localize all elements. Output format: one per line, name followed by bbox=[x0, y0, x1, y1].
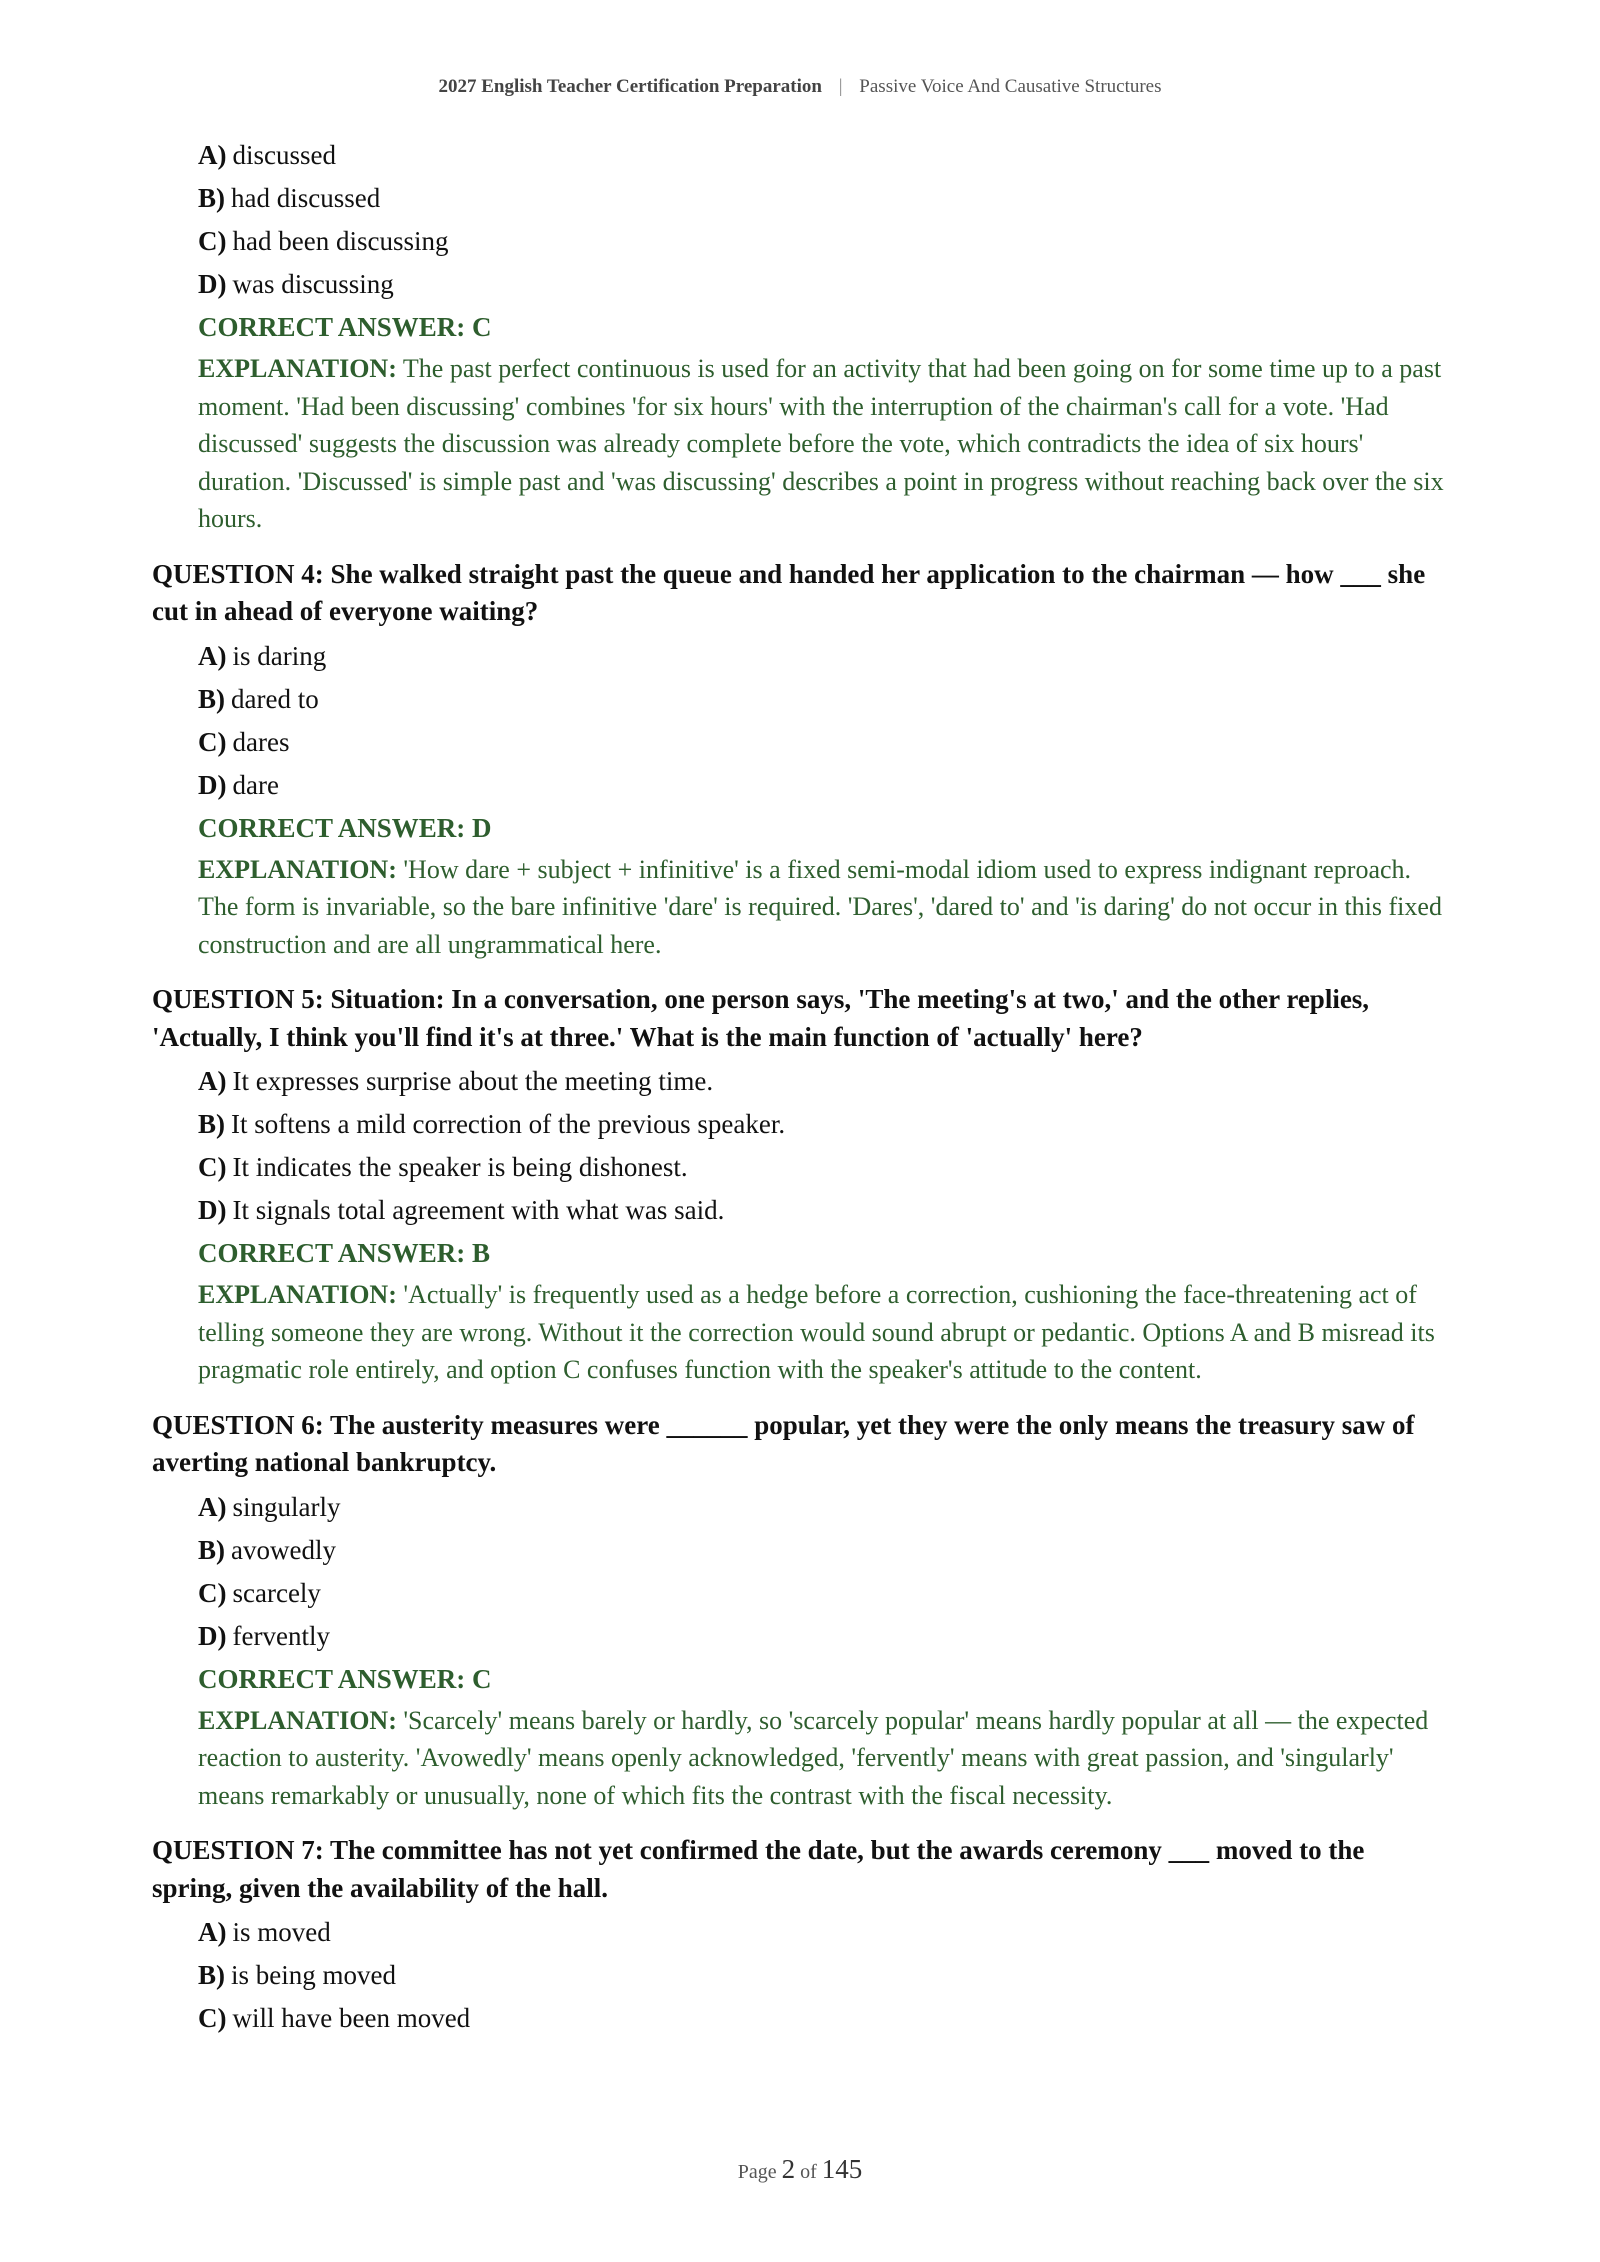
option-text: scarcely bbox=[232, 1577, 321, 1608]
option-text: had been discussing bbox=[232, 226, 449, 256]
option-c bbox=[198, 1146, 1448, 1189]
explanation-label: EXPLANATION: bbox=[198, 354, 397, 383]
option-text: is daring bbox=[232, 640, 327, 671]
explanation bbox=[198, 851, 1448, 964]
option-letter: C) bbox=[198, 1152, 227, 1182]
option-b bbox=[198, 1529, 1448, 1572]
document-title: 2027 English Teacher Certification Preparation bbox=[438, 76, 822, 97]
question-block-5 bbox=[152, 981, 1448, 1389]
page-footer bbox=[0, 2154, 1600, 2185]
question-prompt: QUESTION 5: Situation: In a conversation, one person says, 'The meeting's at two,' and the other replies, 'Actually, I think you'll find it's at three.' What is the main function of 'actually' here? bbox=[152, 984, 1370, 1052]
option-a bbox=[198, 1486, 1448, 1529]
option-letter: B) bbox=[198, 1109, 225, 1139]
question-block-3 bbox=[152, 134, 1448, 538]
question-block-7 bbox=[152, 1832, 1448, 2040]
explanation bbox=[198, 1276, 1448, 1389]
option-text: was discussing bbox=[232, 269, 394, 299]
option-text: dared to bbox=[231, 683, 319, 714]
option-letter: B) bbox=[198, 1534, 225, 1565]
question-block-4 bbox=[152, 556, 1448, 964]
option-b bbox=[198, 177, 1448, 220]
option-d bbox=[198, 1615, 1448, 1658]
option-letter: A) bbox=[198, 640, 227, 671]
explanation-label: EXPLANATION: bbox=[198, 854, 397, 884]
option-a bbox=[198, 134, 1448, 177]
option-letter: A) bbox=[198, 1491, 227, 1522]
of-word: of bbox=[800, 2161, 817, 2183]
question-prompt: QUESTION 4: She walked straight past the queue and handed her application to the chairman — how ___ she cut in ahead of everyone waiting? bbox=[152, 558, 1426, 626]
option-text: will have been moved bbox=[232, 2003, 471, 2033]
explanation-label: EXPLANATION: bbox=[198, 1705, 397, 1735]
question-prompt: QUESTION 7: The committee has not yet confirmed the date, but the awards ceremony ___ moved to the spring, given the availability of the hall. bbox=[152, 1835, 1365, 1903]
option-a bbox=[198, 1060, 1448, 1103]
option-text: It signals total agreement with what was said. bbox=[232, 1195, 725, 1225]
option-letter: B) bbox=[198, 183, 225, 213]
option-text: It indicates the speaker is being dishonest. bbox=[232, 1152, 688, 1182]
explanation-text: 'Actually' is frequently used as a hedge before a correction, cushioning the face-threatening act of telling someone they are wrong. Without it the correction would sound abrupt or pedantic. Options A and B misread its pragmatic role entirely, and option C confuses function with the speaker's attitude to the content. bbox=[198, 1280, 1435, 1384]
page-content bbox=[152, 134, 1448, 2040]
option-letter: C) bbox=[198, 226, 227, 256]
option-a bbox=[198, 635, 1448, 678]
page-word: Page bbox=[737, 2161, 777, 2183]
option-text: avowedly bbox=[231, 1534, 336, 1565]
option-text: had discussed bbox=[231, 183, 381, 213]
option-letter: B) bbox=[198, 1960, 225, 1990]
option-text: It expresses surprise about the meeting time. bbox=[232, 1066, 714, 1096]
option-letter: A) bbox=[198, 140, 227, 170]
explanation-label: EXPLANATION: bbox=[198, 1280, 397, 1309]
option-letter: D) bbox=[198, 269, 227, 299]
page-header bbox=[0, 76, 1600, 98]
option-b bbox=[198, 678, 1448, 721]
header-separator: | bbox=[838, 76, 843, 97]
correct-answer: CORRECT ANSWER: B bbox=[198, 1238, 491, 1268]
option-letter: A) bbox=[198, 1917, 227, 1947]
option-letter: D) bbox=[198, 1195, 227, 1225]
option-text: dare bbox=[232, 769, 279, 800]
option-text: is moved bbox=[232, 1917, 331, 1947]
correct-answer: CORRECT ANSWER: C bbox=[198, 312, 492, 342]
option-letter: D) bbox=[198, 769, 227, 800]
option-b bbox=[198, 1103, 1448, 1146]
option-letter: D) bbox=[198, 1620, 227, 1651]
option-d bbox=[198, 263, 1448, 306]
option-c bbox=[198, 1572, 1448, 1615]
question-block-6 bbox=[152, 1407, 1448, 1815]
option-a bbox=[198, 1911, 1448, 1954]
option-b bbox=[198, 1954, 1448, 1997]
question-prompt: QUESTION 6: The austerity measures were ______ popular, yet they were the only means the treasury saw of averting national bankruptcy. bbox=[152, 1409, 1415, 1477]
option-text: dares bbox=[232, 726, 290, 757]
option-d bbox=[198, 764, 1448, 807]
explanation-text: The past perfect continuous is used for an activity that had been going on for some time up to a past moment. 'Had been discussing' combines 'for six hours' with the interruption of the chairman's call for a vote. 'Had discussed' suggests the discussion was already complete before the vote, which contradicts the idea of six hours' duration. 'Discussed' is simple past and 'was discussing' describes a point in progress without reaching back over the six hours. bbox=[198, 354, 1444, 533]
correct-answer: CORRECT ANSWER: C bbox=[198, 1663, 492, 1694]
option-c bbox=[198, 220, 1448, 263]
explanation bbox=[198, 350, 1448, 538]
option-c bbox=[198, 721, 1448, 764]
option-text: fervently bbox=[232, 1620, 330, 1651]
page-number: 2 bbox=[781, 2154, 796, 2184]
correct-answer: CORRECT ANSWER: D bbox=[198, 812, 492, 843]
option-letter: C) bbox=[198, 726, 227, 757]
option-letter: C) bbox=[198, 1577, 227, 1608]
explanation-text: 'How dare + subject + infinitive' is a fixed semi-modal idiom used to express indignant reproach. The form is invariable, so the bare infinitive 'dare' is required. 'Dares', 'dared to' and 'is daring' do not occur in this fixed construction and are all ungrammatical here. bbox=[198, 854, 1442, 959]
option-d bbox=[198, 1189, 1448, 1232]
option-letter: C) bbox=[198, 2003, 227, 2033]
section-title: Passive Voice And Causative Structures bbox=[859, 76, 1162, 97]
total-pages: 145 bbox=[821, 2154, 863, 2184]
explanation-text: 'Scarcely' means barely or hardly, so 'scarcely popular' means hardly popular at all — the expected reaction to austerity. 'Avowedly' means openly acknowledged, 'fervently' means with great passion, and 'singularly' means remarkably or unusually, none of which fits the contrast with the fiscal necessity. bbox=[198, 1705, 1429, 1810]
option-letter: B) bbox=[198, 683, 225, 714]
option-text: discussed bbox=[232, 140, 336, 170]
option-letter: A) bbox=[198, 1066, 227, 1096]
option-text: singularly bbox=[232, 1491, 341, 1522]
option-text: It softens a mild correction of the previous speaker. bbox=[231, 1109, 786, 1139]
option-c bbox=[198, 1997, 1448, 2040]
option-text: is being moved bbox=[231, 1960, 396, 1990]
explanation bbox=[198, 1702, 1448, 1815]
